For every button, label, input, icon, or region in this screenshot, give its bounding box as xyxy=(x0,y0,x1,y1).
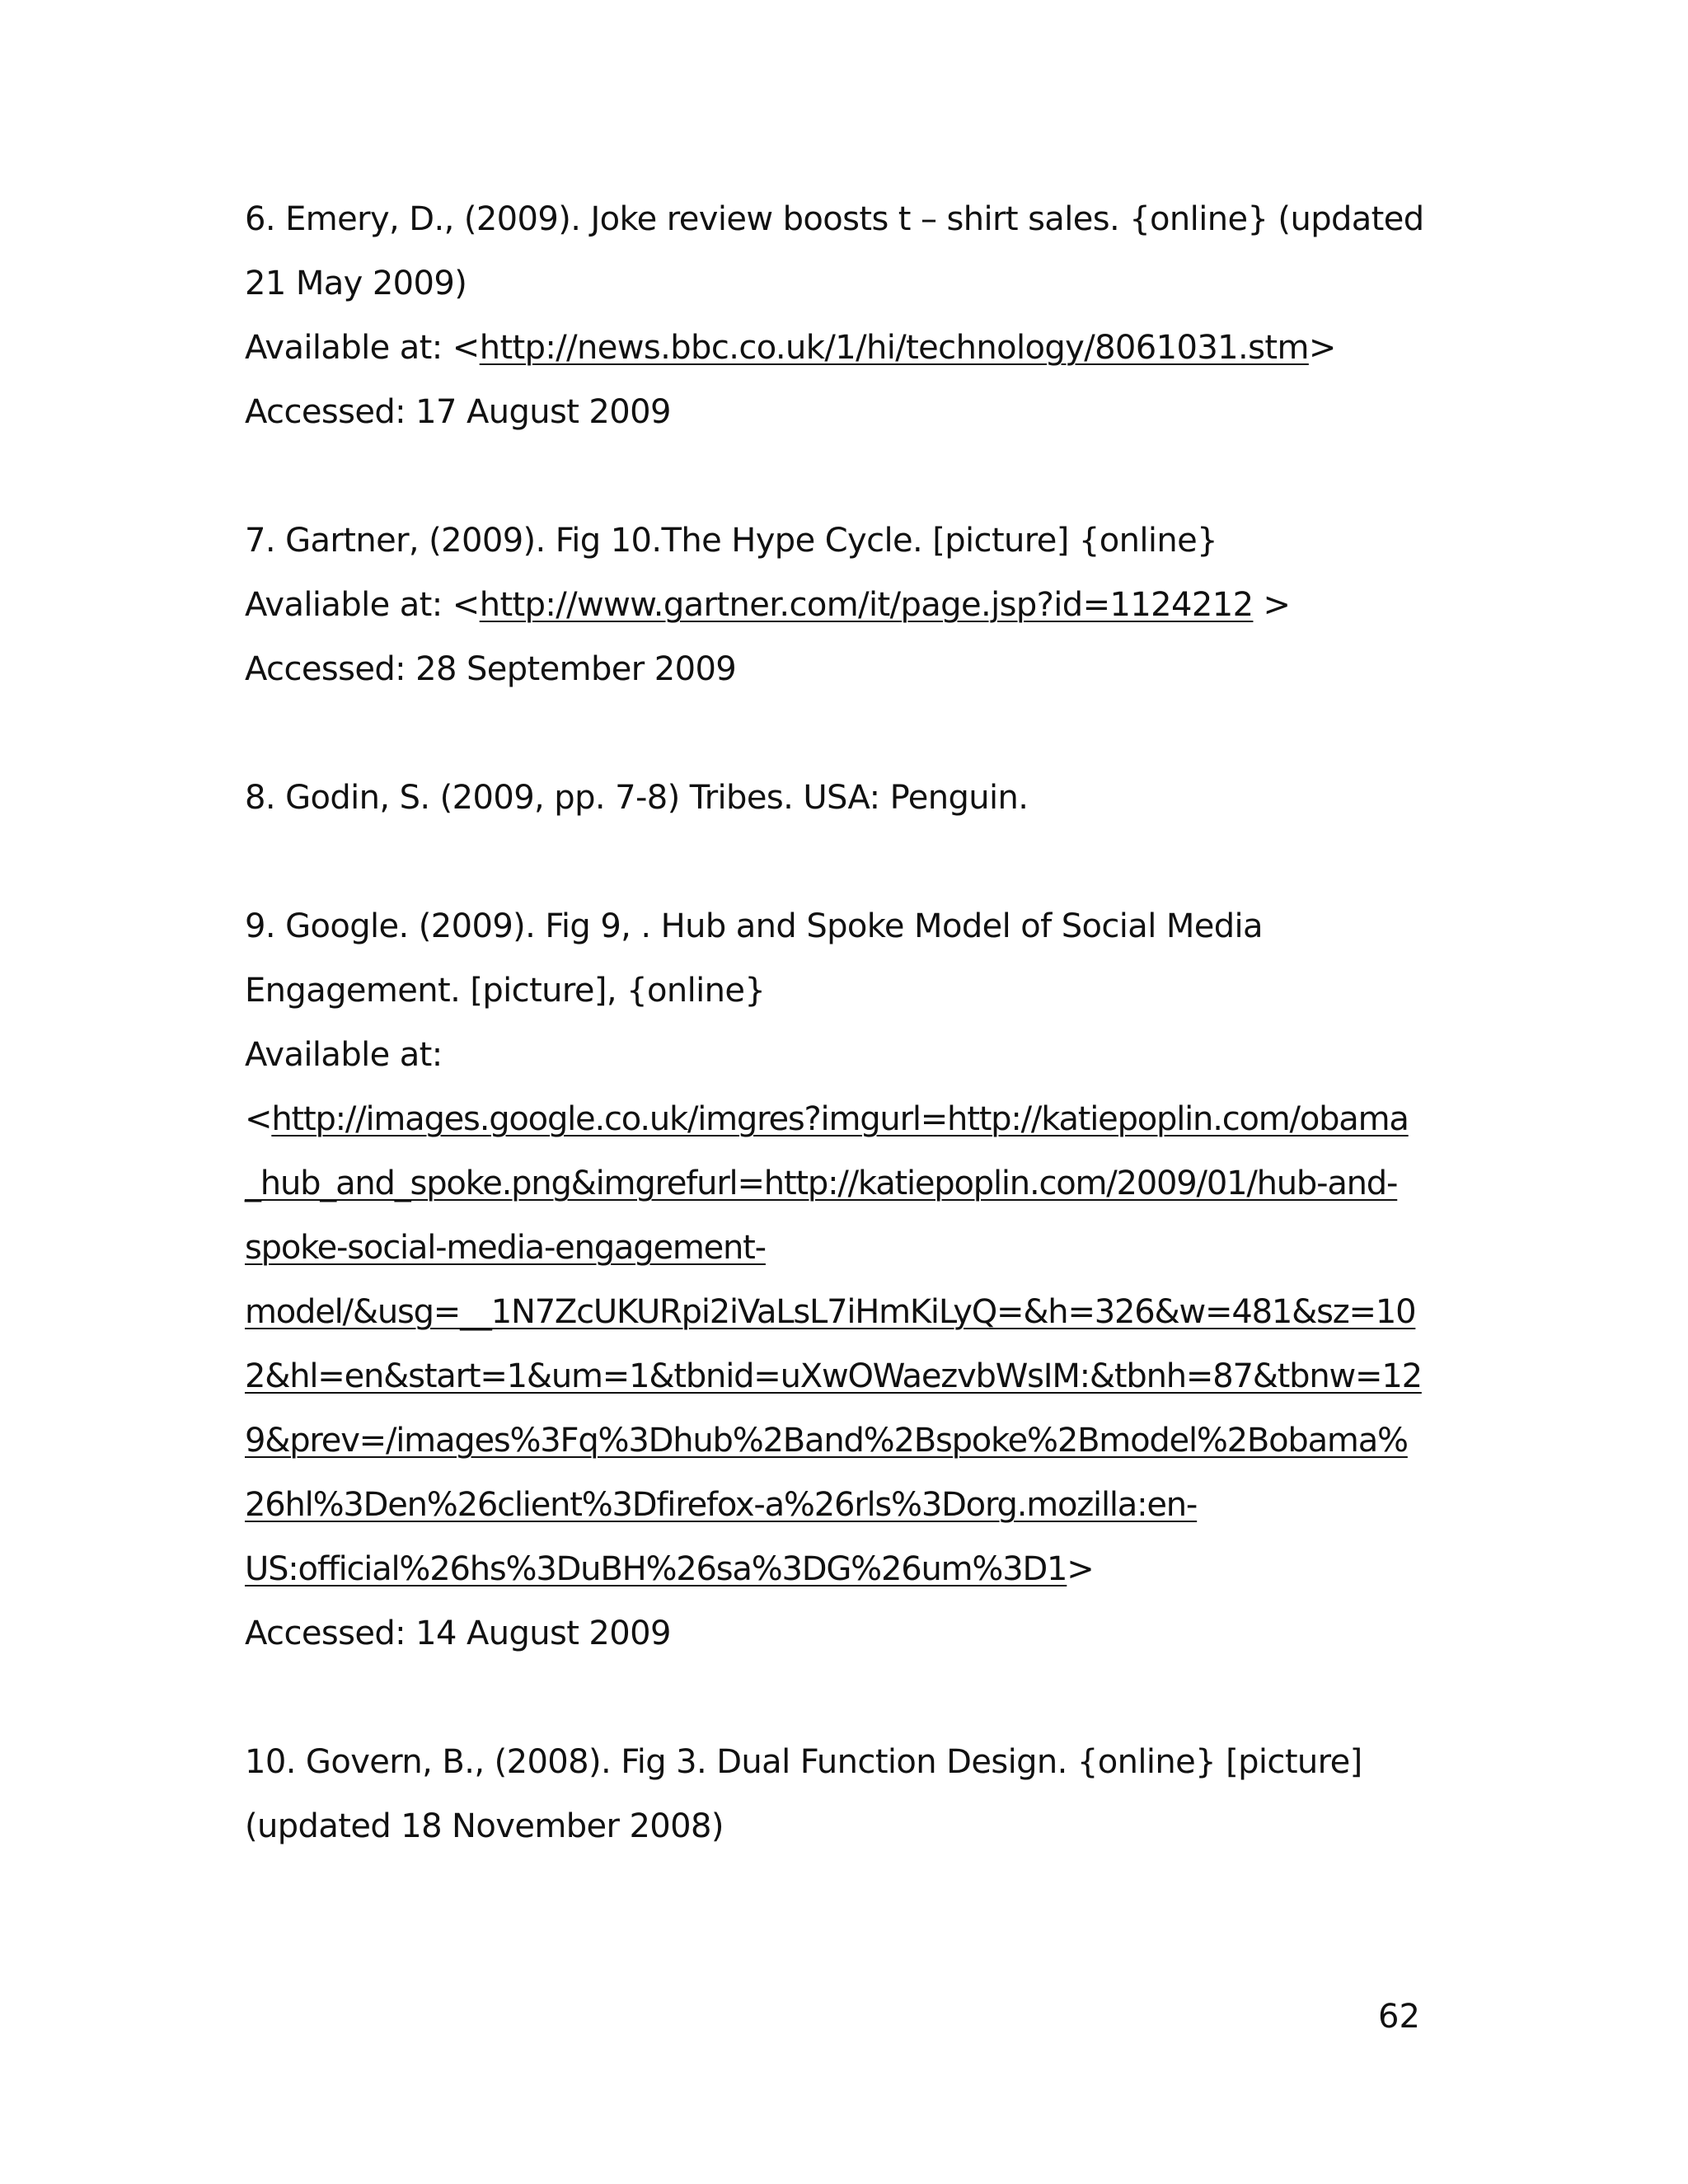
reference-7-link[interactable]: http://www.gartner.com/it/page.jsp?id=1124212 xyxy=(479,586,1254,624)
reference-6-updated xyxy=(245,251,467,316)
reference-9-url-line xyxy=(245,1344,1422,1408)
reference-7-title xyxy=(245,509,1217,573)
angle-bracket: > xyxy=(1253,586,1291,624)
reference-10-updated xyxy=(245,1794,724,1858)
reference-8-text: 8. Godin, S. (2009, pp. 7-8) Tribes. USA: Penguin. xyxy=(245,779,1029,817)
available-label: Available at: xyxy=(245,1036,443,1074)
reference-9-url-line xyxy=(245,1087,1409,1151)
reference-9-url-line xyxy=(245,1473,1197,1537)
reference-7-available xyxy=(245,573,1290,637)
reference-9-link[interactable]: 26hl%3Den%26client%3Dfirefox-a%26rls%3Dorg.mozilla:en- xyxy=(245,1486,1198,1524)
reference-9-link[interactable]: 2&hl=en&start=1&um=1&tbnid=uXwOWaezvbWsIM:&tbnh=87&tbnw=12 xyxy=(245,1357,1422,1395)
angle-bracket: > xyxy=(1308,329,1336,367)
reference-7-text: 7. Gartner, (2009). Fig 10.The Hype Cycle. [picture] {online} xyxy=(245,522,1217,560)
reference-9-link[interactable]: spoke-social-media-engagement- xyxy=(245,1229,766,1267)
reference-9-text: 9. Google. (2009). Fig 9, . Hub and Spoke Model of Social Media xyxy=(245,907,1263,945)
accessed-date: Accessed: 14 August 2009 xyxy=(245,1615,671,1652)
accessed-date: Accessed: 17 August 2009 xyxy=(245,393,671,431)
reference-7-accessed xyxy=(245,637,736,701)
reference-9-url-line xyxy=(245,1151,1397,1216)
reference-9-link[interactable]: 9&prev=/images%3Fq%3Dhub%2Band%2Bspoke%2Bmodel%2Bobama% xyxy=(245,1422,1408,1460)
reference-9-title xyxy=(245,894,1263,958)
reference-10-date: (updated 18 November 2008) xyxy=(245,1807,724,1845)
reference-9-link[interactable]: _hub_and_spoke.png&imgrefurl=http://katiepoplin.com/2009/01/hub-and- xyxy=(245,1165,1398,1202)
reference-9-link[interactable]: http://images.google.co.uk/imgres?imgurl=http://katiepoplin.com/obama xyxy=(271,1100,1409,1138)
reference-9-link[interactable]: US:official%26hs%3DuBH%26sa%3DG%26um%3D1 xyxy=(245,1550,1067,1588)
reference-9-available xyxy=(245,1023,443,1087)
available-label: Avaliable at: < xyxy=(245,586,480,624)
accessed-date: Accessed: 28 September 2009 xyxy=(245,650,737,688)
page-number: 62 xyxy=(1378,1998,1420,2036)
reference-9-url-line xyxy=(245,1280,1415,1344)
angle-bracket: < xyxy=(245,1100,272,1138)
reference-9-subtitle xyxy=(245,958,765,1023)
reference-9-accessed xyxy=(245,1601,671,1666)
reference-9-url-line xyxy=(245,1216,766,1280)
available-label: Available at: < xyxy=(245,329,480,367)
reference-6-accessed xyxy=(245,380,671,444)
reference-9-url-line xyxy=(245,1537,1094,1601)
reference-6-title xyxy=(245,187,1424,251)
reference-6-text: 6. Emery, D., (2009). Joke review boosts t – shirt sales. {online} (updated xyxy=(245,200,1424,238)
reference-6-date: 21 May 2009) xyxy=(245,265,467,302)
reference-9-link[interactable]: model/&usg=__1N7ZcUKURpi2iVaLsL7iHmKiLyQ=&h=326&w=481&sz=10 xyxy=(245,1293,1416,1331)
reference-10-title xyxy=(245,1730,1362,1794)
reference-9-url-line xyxy=(245,1408,1408,1473)
angle-bracket: > xyxy=(1067,1550,1094,1588)
reference-6-link[interactable]: http://news.bbc.co.uk/1/hi/technology/8061031.stm xyxy=(479,329,1309,367)
reference-8-title xyxy=(245,766,1028,830)
reference-10-text: 10. Govern, B., (2008). Fig 3. Dual Function Design. {online} [picture] xyxy=(245,1743,1362,1781)
reference-9-text-cont: Engagement. [picture], {online} xyxy=(245,972,766,1010)
reference-6-available xyxy=(245,316,1336,380)
